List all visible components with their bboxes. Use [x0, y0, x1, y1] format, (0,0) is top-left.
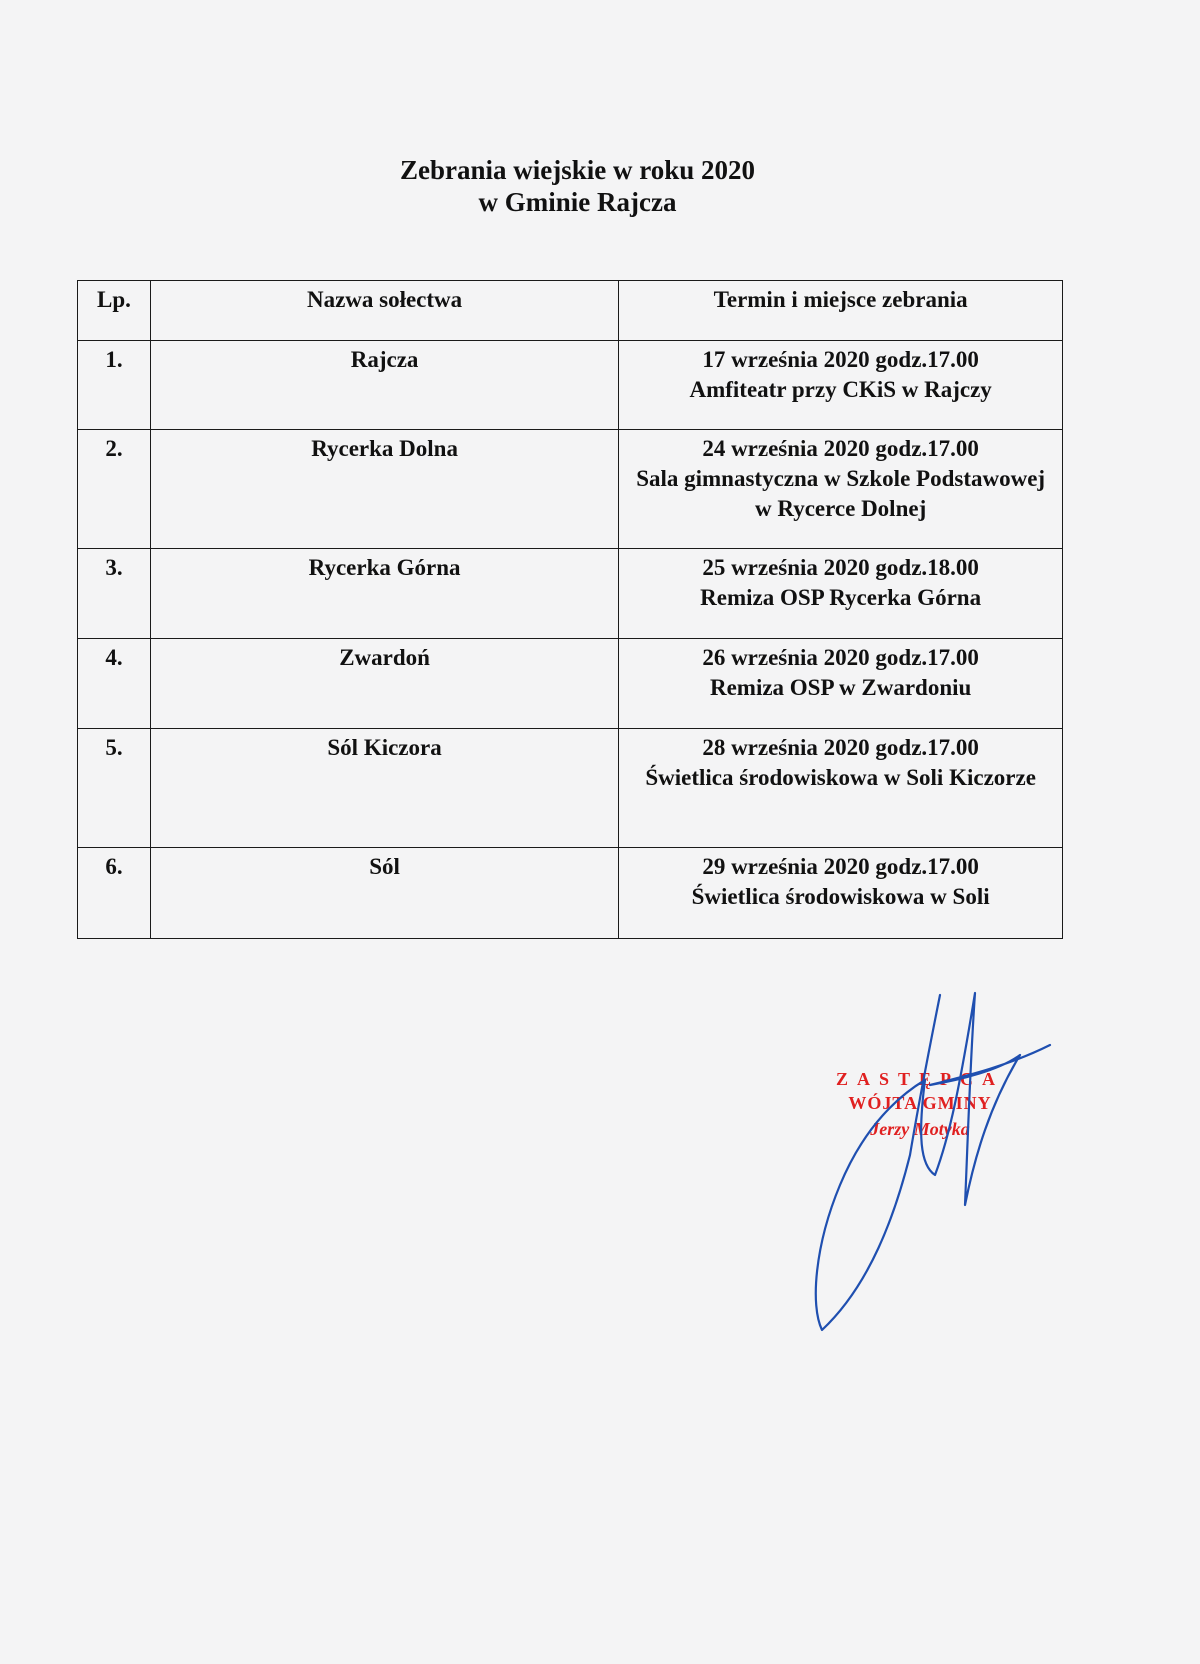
row-date: 17 września 2020 godz.17.00 — [702, 347, 979, 372]
row-name: Rycerka Górna — [150, 549, 618, 639]
row-term — [619, 729, 1063, 848]
row-place: Amfiteatr przy CKiS w Rajczy — [689, 377, 992, 402]
row-place: Sala gimnastyczna w Szkole Podstawowej w Rycerce Dolnej — [636, 466, 1046, 521]
table-row — [78, 430, 1063, 549]
row-date: 26 września 2020 godz.17.00 — [702, 645, 979, 670]
row-lp: 1. — [78, 341, 151, 430]
title-line-1: Zebrania wiejskie w roku 2020 — [399, 155, 756, 185]
table-row — [78, 639, 1063, 729]
row-place: Świetlica środowiskowa w Soli Kiczorze — [645, 765, 1036, 790]
stamp-line-2: WÓJTA GMINY — [848, 1093, 992, 1113]
handwritten-signature — [800, 985, 1060, 1335]
row-term — [619, 549, 1063, 639]
row-place: Świetlica środowiskowa w Soli — [691, 884, 990, 909]
row-date: 25 września 2020 godz.18.00 — [702, 555, 979, 580]
row-date: 29 września 2020 godz.17.00 — [702, 854, 979, 879]
table-header-row — [78, 281, 1063, 341]
stamp-line-1: ZASTĘPCA — [835, 1069, 1005, 1089]
row-term — [619, 430, 1063, 549]
row-term — [619, 639, 1063, 729]
stamp-line-3: Jerzy Motyka — [870, 1119, 970, 1139]
row-name: Rajcza — [150, 341, 618, 430]
row-lp: 2. — [78, 430, 151, 549]
table-row — [78, 848, 1063, 939]
table-row — [78, 549, 1063, 639]
document-title — [0, 154, 1155, 218]
header-lp: Lp. — [78, 281, 151, 341]
signature-stroke — [816, 993, 1050, 1330]
row-name: Zwardoń — [150, 639, 618, 729]
row-place: Remiza OSP w Zwardoniu — [709, 675, 972, 700]
row-name: Sól — [150, 848, 618, 939]
row-date: 24 września 2020 godz.17.00 — [702, 436, 979, 461]
meetings-table — [77, 280, 1063, 939]
row-lp: 6. — [78, 848, 151, 939]
row-place: Remiza OSP Rycerka Górna — [700, 585, 982, 610]
row-lp: 3. — [78, 549, 151, 639]
row-date: 28 września 2020 godz.17.00 — [702, 735, 979, 760]
header-name: Nazwa sołectwa — [150, 281, 618, 341]
row-term — [619, 848, 1063, 939]
row-term — [619, 341, 1063, 430]
row-lp: 5. — [78, 729, 151, 848]
table-row — [78, 341, 1063, 430]
table-row — [78, 729, 1063, 848]
row-lp: 4. — [78, 639, 151, 729]
row-name: Sól Kiczora — [150, 729, 618, 848]
row-name: Rycerka Dolna — [150, 430, 618, 549]
header-term: Termin i miejsce zebrania — [619, 281, 1063, 341]
title-line-2: w Gminie Rajcza — [478, 187, 677, 217]
